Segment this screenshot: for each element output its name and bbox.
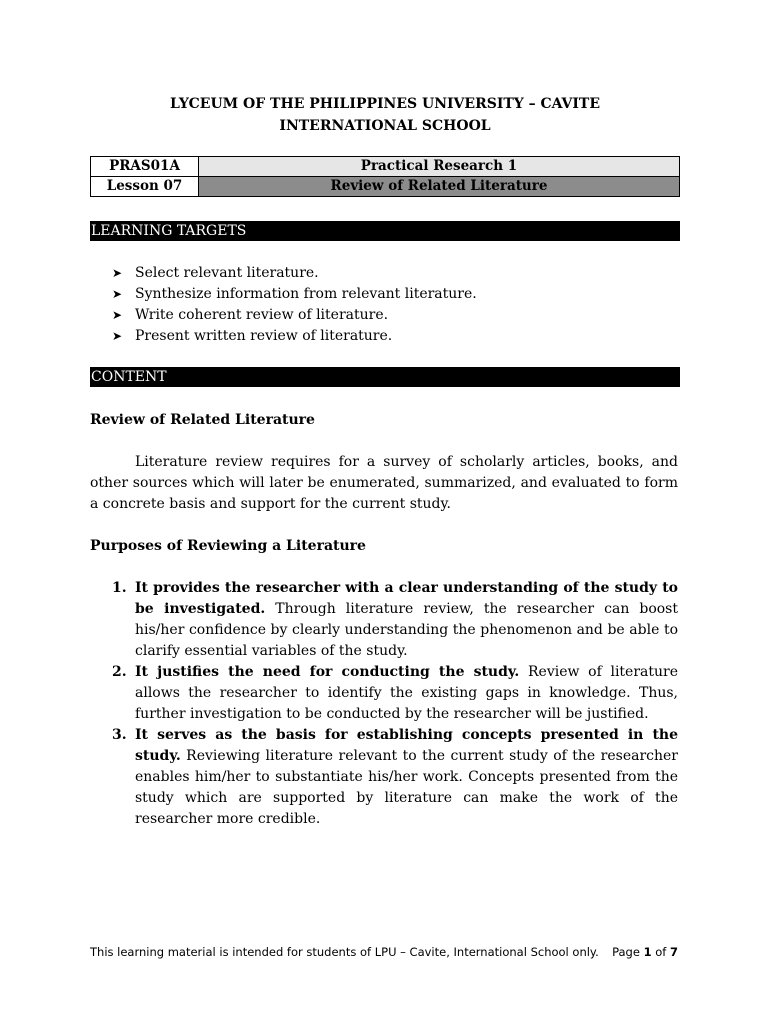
list-item: [90, 578, 678, 662]
page-total: 7: [669, 945, 678, 959]
page-number: [612, 943, 678, 961]
learning-targets-list: [112, 263, 477, 347]
arrow-bullet-icon: ➤: [112, 287, 123, 301]
list-item: [112, 326, 477, 347]
purposes-list: [90, 578, 678, 830]
target-text: Synthesize information from relevant literature.: [135, 286, 477, 302]
course-row: [91, 157, 680, 177]
list-item: [112, 284, 477, 305]
list-item: [90, 662, 678, 725]
page-footer: [90, 943, 680, 961]
list-item: [112, 305, 477, 326]
purpose-lead: It justifies the need for conducting the study.: [135, 664, 520, 680]
course-code: PRAS01A: [91, 157, 199, 177]
purpose-lead: It serves as the basis for establishing concepts presented in the study.: [135, 727, 678, 764]
list-item: [112, 263, 477, 284]
purpose-text: Review of literature allows the researcher to identify the existing gaps in knowledge. Thus, further investigation to be conducted by the researcher will be justified.: [135, 664, 678, 722]
lesson-row: [91, 177, 680, 197]
page-current: 1: [643, 945, 652, 959]
section-title: Review of Related Literature: [90, 412, 315, 428]
page-prefix: Page: [612, 945, 644, 959]
purpose-text: Reviewing literature relevant to the current study of the researcher enables him/her to substantiate his/her work. Concepts presented from the study which are supported by literature can make the work of the researcher more credible.: [135, 748, 678, 827]
purposes-title: Purposes of Reviewing a Literature: [90, 538, 366, 554]
arrow-bullet-icon: ➤: [112, 329, 123, 343]
purpose-lead: It provides the researcher with a clear understanding of the study to be investigated.: [135, 580, 678, 617]
item-number: 2.: [112, 664, 127, 680]
footer-notice: This learning material is intended for students of LPU – Cavite, International School only.: [90, 945, 599, 959]
item-number: 3.: [112, 727, 127, 743]
page-of: of: [651, 945, 670, 959]
course-info-table: [90, 156, 680, 197]
content-heading: CONTENT: [90, 367, 680, 387]
arrow-bullet-icon: ➤: [112, 308, 123, 322]
lesson-title: Review of Related Literature: [199, 177, 680, 197]
item-number: 1.: [112, 580, 127, 596]
intro-paragraph: Literature review requires for a survey of scholarly articles, books, and other sources which will later be enumerated, summarized, and evaluated to form a concrete basis and support for the current study.: [90, 454, 678, 512]
course-title: Practical Research 1: [199, 157, 680, 177]
school-name-line2: INTERNATIONAL SCHOOL: [279, 118, 491, 134]
target-text: Present written review of literature.: [135, 328, 393, 344]
purpose-text: Through literature review, the researcher can boost his/her confidence by clearly understanding the phenomenon and be able to clarify essential variables of the study.: [135, 601, 678, 659]
list-item: [90, 725, 678, 830]
target-text: Select relevant literature.: [135, 265, 319, 281]
arrow-bullet-icon: ➤: [112, 266, 123, 280]
lesson-number: Lesson 07: [91, 177, 199, 197]
school-name-line1: LYCEUM OF THE PHILIPPINES UNIVERSITY – CAVITE: [169, 96, 601, 112]
target-text: Write coherent review of literature.: [135, 307, 389, 323]
learning-targets-heading: LEARNING TARGETS: [90, 221, 680, 241]
